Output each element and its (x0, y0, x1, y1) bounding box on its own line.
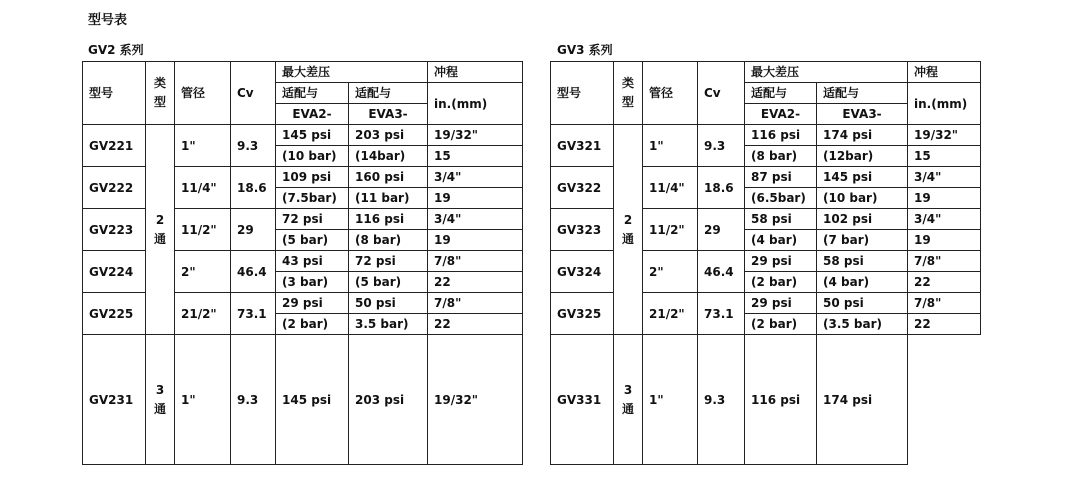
model-cell: GV221 (83, 125, 146, 167)
stroke-in-cell: 3/4" (908, 209, 981, 230)
eva3-psi-cell: 160 psi (349, 167, 428, 188)
series-title-gv3: GV3 系列 (557, 43, 613, 57)
eva2-psi-cell: 109 psi (276, 167, 349, 188)
cv-cell: 18.6 (231, 167, 276, 209)
eva3-bar-cell: (8 bar) (349, 230, 428, 251)
cv-cell: 9.3 (231, 335, 276, 465)
eva2-bar-cell: (6.5bar) (745, 188, 817, 209)
stroke-mm-cell: 22 (428, 314, 523, 335)
model-cell: GV322 (551, 167, 614, 209)
stroke-mm-cell: 19 (908, 188, 981, 209)
stroke-cell (908, 335, 981, 465)
pipe-size-cell: 1" (175, 125, 231, 167)
eva2-bar-cell: (2 bar) (276, 314, 349, 335)
header-max-diff-pressure: 最大差压 (276, 62, 428, 83)
model-cell: GV323 (551, 209, 614, 251)
table-row (83, 335, 523, 465)
stroke-in-cell: 7/8" (908, 251, 981, 272)
header-model: 型号 (83, 62, 146, 125)
eva3-psi-cell: 174 psi (817, 125, 908, 146)
header-eva2: EVA2- (276, 104, 349, 125)
pipe-size-cell: 11/4" (643, 167, 698, 209)
header-stroke-unit: in.(mm) (428, 83, 523, 125)
series-title-gv2: GV2 系列 (88, 43, 144, 57)
eva2-bar-cell: (8 bar) (745, 146, 817, 167)
stroke-mm-cell: 22 (428, 272, 523, 293)
eva3-psi-cell: 102 psi (817, 209, 908, 230)
stroke-in-cell: 7/8" (428, 293, 523, 314)
pipe-size-cell: 1" (643, 125, 698, 167)
stroke-in-cell: 3/4" (428, 209, 523, 230)
header-fit-eva2: 适配与 (745, 83, 817, 104)
eva2-bar-cell: (4 bar) (745, 230, 817, 251)
cv-cell: 29 (231, 209, 276, 251)
cv-cell: 73.1 (698, 293, 745, 335)
type-three-way: 3通 (614, 335, 643, 465)
eva3-psi-cell: 116 psi (349, 209, 428, 230)
header-pipe: 管径 (175, 62, 231, 125)
stroke-cell: 19/32" (428, 335, 523, 465)
pipe-size-cell: 1" (175, 335, 231, 465)
header-row (551, 62, 981, 83)
header-fit-eva2: 适配与 (276, 83, 349, 104)
eva3-psi-cell: 50 psi (349, 293, 428, 314)
cv-cell: 18.6 (698, 167, 745, 209)
eva3-psi-cell: 203 psi (349, 125, 428, 146)
table-row (551, 125, 981, 146)
pipe-size-cell: 1" (643, 335, 698, 465)
eva2-psi-cell: 87 psi (745, 167, 817, 188)
model-cell: GV324 (551, 251, 614, 293)
header-row (83, 62, 523, 83)
eva2-bar-cell: (5 bar) (276, 230, 349, 251)
pipe-size-cell: 21/2" (643, 293, 698, 335)
header-cv: Cv (698, 62, 745, 125)
header-eva2: EVA2- (745, 104, 817, 125)
eva3-psi-cell: 58 psi (817, 251, 908, 272)
stroke-mm-cell: 19 (428, 188, 523, 209)
header-max-diff-pressure: 最大差压 (745, 62, 908, 83)
stroke-mm-cell: 15 (908, 146, 981, 167)
pipe-size-cell: 21/2" (175, 293, 231, 335)
eva3-bar-cell: (12bar) (817, 146, 908, 167)
eva2-psi-cell: 116 psi (745, 125, 817, 146)
stroke-in-cell: 7/8" (908, 293, 981, 314)
stroke-mm-cell: 15 (428, 146, 523, 167)
header-stroke-unit: in.(mm) (908, 83, 981, 125)
eva3-bar-cell: (4 bar) (817, 272, 908, 293)
model-cell: GV224 (83, 251, 146, 293)
eva3-psi-cell: 72 psi (349, 251, 428, 272)
model-cell: GV231 (83, 335, 146, 465)
eva2-bar-cell: (2 bar) (745, 314, 817, 335)
header-pipe: 管径 (643, 62, 698, 125)
eva3-bar-cell: (5 bar) (349, 272, 428, 293)
header-eva3: EVA3- (817, 104, 908, 125)
type-two-way: 2通 (146, 125, 175, 335)
header-fit-eva3: 适配与 (349, 83, 428, 104)
eva2-bar-cell: (10 bar) (276, 146, 349, 167)
header-stroke: 冲程 (428, 62, 523, 83)
eva3-bar-cell: (7 bar) (817, 230, 908, 251)
eva2-psi-cell: 58 psi (745, 209, 817, 230)
model-cell: GV225 (83, 293, 146, 335)
header-model: 型号 (551, 62, 614, 125)
stroke-mm-cell: 19 (908, 230, 981, 251)
eva2-psi-cell: 72 psi (276, 209, 349, 230)
eva2-bar-cell: (3 bar) (276, 272, 349, 293)
stroke-in-cell: 19/32" (908, 125, 981, 146)
model-cell: GV325 (551, 293, 614, 335)
stroke-mm-cell: 22 (908, 272, 981, 293)
eva2-bar-cell: (7.5bar) (276, 188, 349, 209)
header-fit-eva3: 适配与 (817, 83, 908, 104)
eva2-psi-cell: 29 psi (745, 293, 817, 314)
gv3-spec-table (550, 61, 981, 465)
cv-cell: 46.4 (231, 251, 276, 293)
eva2-psi-cell: 29 psi (276, 293, 349, 314)
stroke-in-cell: 7/8" (428, 251, 523, 272)
eva2-psi-cell: 43 psi (276, 251, 349, 272)
type-three-way: 3通 (146, 335, 175, 465)
cv-cell: 9.3 (231, 125, 276, 167)
eva2-bar-cell: (2 bar) (745, 272, 817, 293)
type-two-way: 2通 (614, 125, 643, 335)
eva3-bar-cell: 3.5 bar) (349, 314, 428, 335)
header-eva3: EVA3- (349, 104, 428, 125)
cv-cell: 73.1 (231, 293, 276, 335)
header-cv: Cv (231, 62, 276, 125)
eva3-psi-cell: 203 psi (349, 335, 428, 465)
eva3-psi-cell: 145 psi (817, 167, 908, 188)
cv-cell: 46.4 (698, 251, 745, 293)
eva2-psi-cell: 116 psi (745, 335, 817, 465)
pipe-size-cell: 2" (175, 251, 231, 293)
pipe-size-cell: 2" (643, 251, 698, 293)
model-cell: GV331 (551, 335, 614, 465)
eva3-psi-cell: 50 psi (817, 293, 908, 314)
cv-cell: 9.3 (698, 125, 745, 167)
eva3-bar-cell: (11 bar) (349, 188, 428, 209)
eva2-psi-cell: 29 psi (745, 251, 817, 272)
eva2-psi-cell: 145 psi (276, 125, 349, 146)
pipe-size-cell: 11/4" (175, 167, 231, 209)
cv-cell: 9.3 (698, 335, 745, 465)
stroke-in-cell: 3/4" (428, 167, 523, 188)
eva2-psi-cell: 145 psi (276, 335, 349, 465)
model-cell: GV321 (551, 125, 614, 167)
cv-cell: 29 (698, 209, 745, 251)
header-type: 类型 (146, 62, 175, 125)
gv2-spec-table (82, 61, 523, 465)
pipe-size-cell: 11/2" (643, 209, 698, 251)
eva3-psi-cell: 174 psi (817, 335, 908, 465)
eva3-bar-cell: (14bar) (349, 146, 428, 167)
page-title: 型号表 (88, 13, 128, 28)
stroke-in-cell: 3/4" (908, 167, 981, 188)
eva3-bar-cell: (10 bar) (817, 188, 908, 209)
table-row (83, 125, 523, 146)
model-cell: GV223 (83, 209, 146, 251)
header-type: 类型 (614, 62, 643, 125)
pipe-size-cell: 11/2" (175, 209, 231, 251)
model-cell: GV222 (83, 167, 146, 209)
stroke-mm-cell: 19 (428, 230, 523, 251)
header-stroke: 冲程 (908, 62, 981, 83)
stroke-mm-cell: 22 (908, 314, 981, 335)
eva3-bar-cell: (3.5 bar) (817, 314, 908, 335)
stroke-in-cell: 19/32" (428, 125, 523, 146)
table-row (551, 335, 981, 465)
